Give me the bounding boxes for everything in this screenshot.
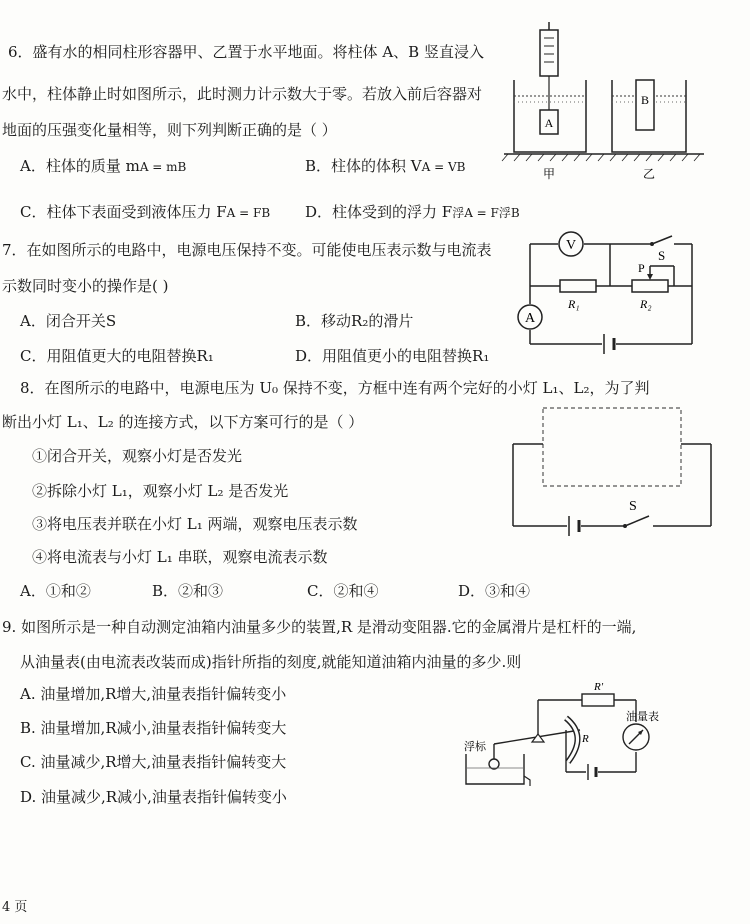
page-number: 4 页	[2, 900, 28, 915]
label-rprime: R'	[594, 681, 604, 693]
q8-item-4: ④将电流表与小灯 L₁ 串联，观察电流表示数	[32, 548, 328, 566]
resistor-r1	[560, 280, 596, 292]
q7-circuit-figure	[510, 228, 710, 356]
q7-stem-line1: 7．在如图所示的电路中，电源电压保持不变。可能使电压表示数与电流表	[2, 241, 492, 259]
label-a: A	[524, 311, 536, 326]
q8-item-2: ②拆除小灯 L₁，观察小灯 L₂ 是否发光	[32, 482, 289, 500]
label-r: R	[582, 733, 589, 745]
label-s: S	[658, 248, 666, 263]
float-icon	[489, 759, 499, 769]
q7-option-c[interactable]: C．用阻值更大的电阻替换R₁	[20, 347, 214, 365]
q8-option-d[interactable]: D．③和④	[458, 582, 531, 600]
q7-option-d[interactable]: D．用阻值更小的电阻替换R₁	[295, 347, 490, 365]
label-yi: 乙	[642, 167, 656, 181]
q7-option-b[interactable]: B．移动R₂的滑片	[295, 312, 414, 330]
tap-icon	[524, 776, 530, 786]
q9-option-d[interactable]: D. 油量减少,R减小,油量表指针偏转变小	[20, 788, 287, 806]
q6-option-a[interactable]: A．柱体的质量 mA = mB	[20, 157, 187, 175]
q8-stem-line2: 断出小灯 L₁、L₂ 的连接方式，以下方案可行的是（ ）	[2, 413, 364, 431]
label-v: V	[565, 238, 577, 253]
q6-stem-line3: 地面的压强变化量相等，则下列判断正确的是（ ）	[2, 121, 337, 139]
q9-option-c[interactable]: C. 油量减少,R增大,油量表指针偏转变大	[20, 753, 287, 771]
label-gauge: 油量表	[626, 711, 659, 723]
q6-option-d[interactable]: D．柱体受到的浮力 F浮A = F浮B	[305, 203, 520, 221]
q6-option-c[interactable]: C．柱体下表面受到液体压力 FA = FB	[20, 203, 271, 221]
q8-circuit-figure	[505, 400, 720, 550]
label-s: S	[629, 499, 637, 514]
q6-stem-line2: 水中，柱体静止时如图所示，此时测力计示数大于零。若放入前后容器对	[2, 85, 483, 103]
q9-stem-line2: 从油量表(由电流表改装而成)指针所指的刻度,就能知道油箱内油量的多少.则	[20, 653, 522, 671]
q8-option-a[interactable]: A．①和②	[20, 582, 91, 600]
q9-option-a[interactable]: A. 油量增加,R增大,油量表指针偏转变小	[20, 685, 287, 703]
slider-arrow-icon	[647, 274, 653, 280]
switch-icon	[623, 524, 627, 528]
q7-stem-line2: 示数同时变小的操作是( )	[2, 277, 169, 295]
resistor-rprime	[582, 694, 614, 706]
label-b: B	[640, 93, 650, 107]
label-p: P	[638, 261, 645, 275]
q8-item-1: ①闭合开关，观察小灯是否发光	[32, 447, 243, 465]
label-a: A	[544, 116, 554, 130]
q6-option-b[interactable]: B．柱体的体积 VA = VB	[305, 157, 466, 175]
q6-stem-line1: 6．盛有水的相同柱形容器甲、乙置于水平地面。将柱体 A、B 竖直浸入	[8, 43, 484, 61]
label-r1: R₁	[568, 297, 580, 311]
rheostat-r2	[632, 280, 668, 292]
q8-item-3: ③将电压表并联在小灯 L₁ 两端，观察电压表示数	[32, 515, 358, 533]
label-jia: 甲	[542, 167, 556, 181]
q9-option-b[interactable]: B. 油量增加,R减小,油量表指针偏转变大	[20, 719, 287, 737]
spring-scale-icon	[540, 30, 558, 76]
q8-stem-line1: 8．在图所示的电路中，电源电压为 U₀ 保持不变，方框中连有两个完好的小灯 L₁、L₂，为了判	[20, 379, 650, 397]
label-float: 浮标	[464, 741, 486, 753]
label-r2: R₂	[640, 297, 652, 311]
q7-option-a[interactable]: A．闭合开关S	[20, 312, 117, 330]
q9-stem-line1: 9. 如图所示是一种自动测定油箱内油量多少的装置,R 是滑动变阻器.它的金属滑片是杠杆的一端,	[2, 618, 637, 636]
q8-option-c[interactable]: C．②和④	[307, 582, 379, 600]
hidden-lamps-box	[543, 408, 681, 486]
q6-containers-figure	[500, 18, 710, 186]
q8-option-b[interactable]: B．②和③	[152, 582, 224, 600]
q9-oil-gauge-figure	[458, 680, 663, 795]
